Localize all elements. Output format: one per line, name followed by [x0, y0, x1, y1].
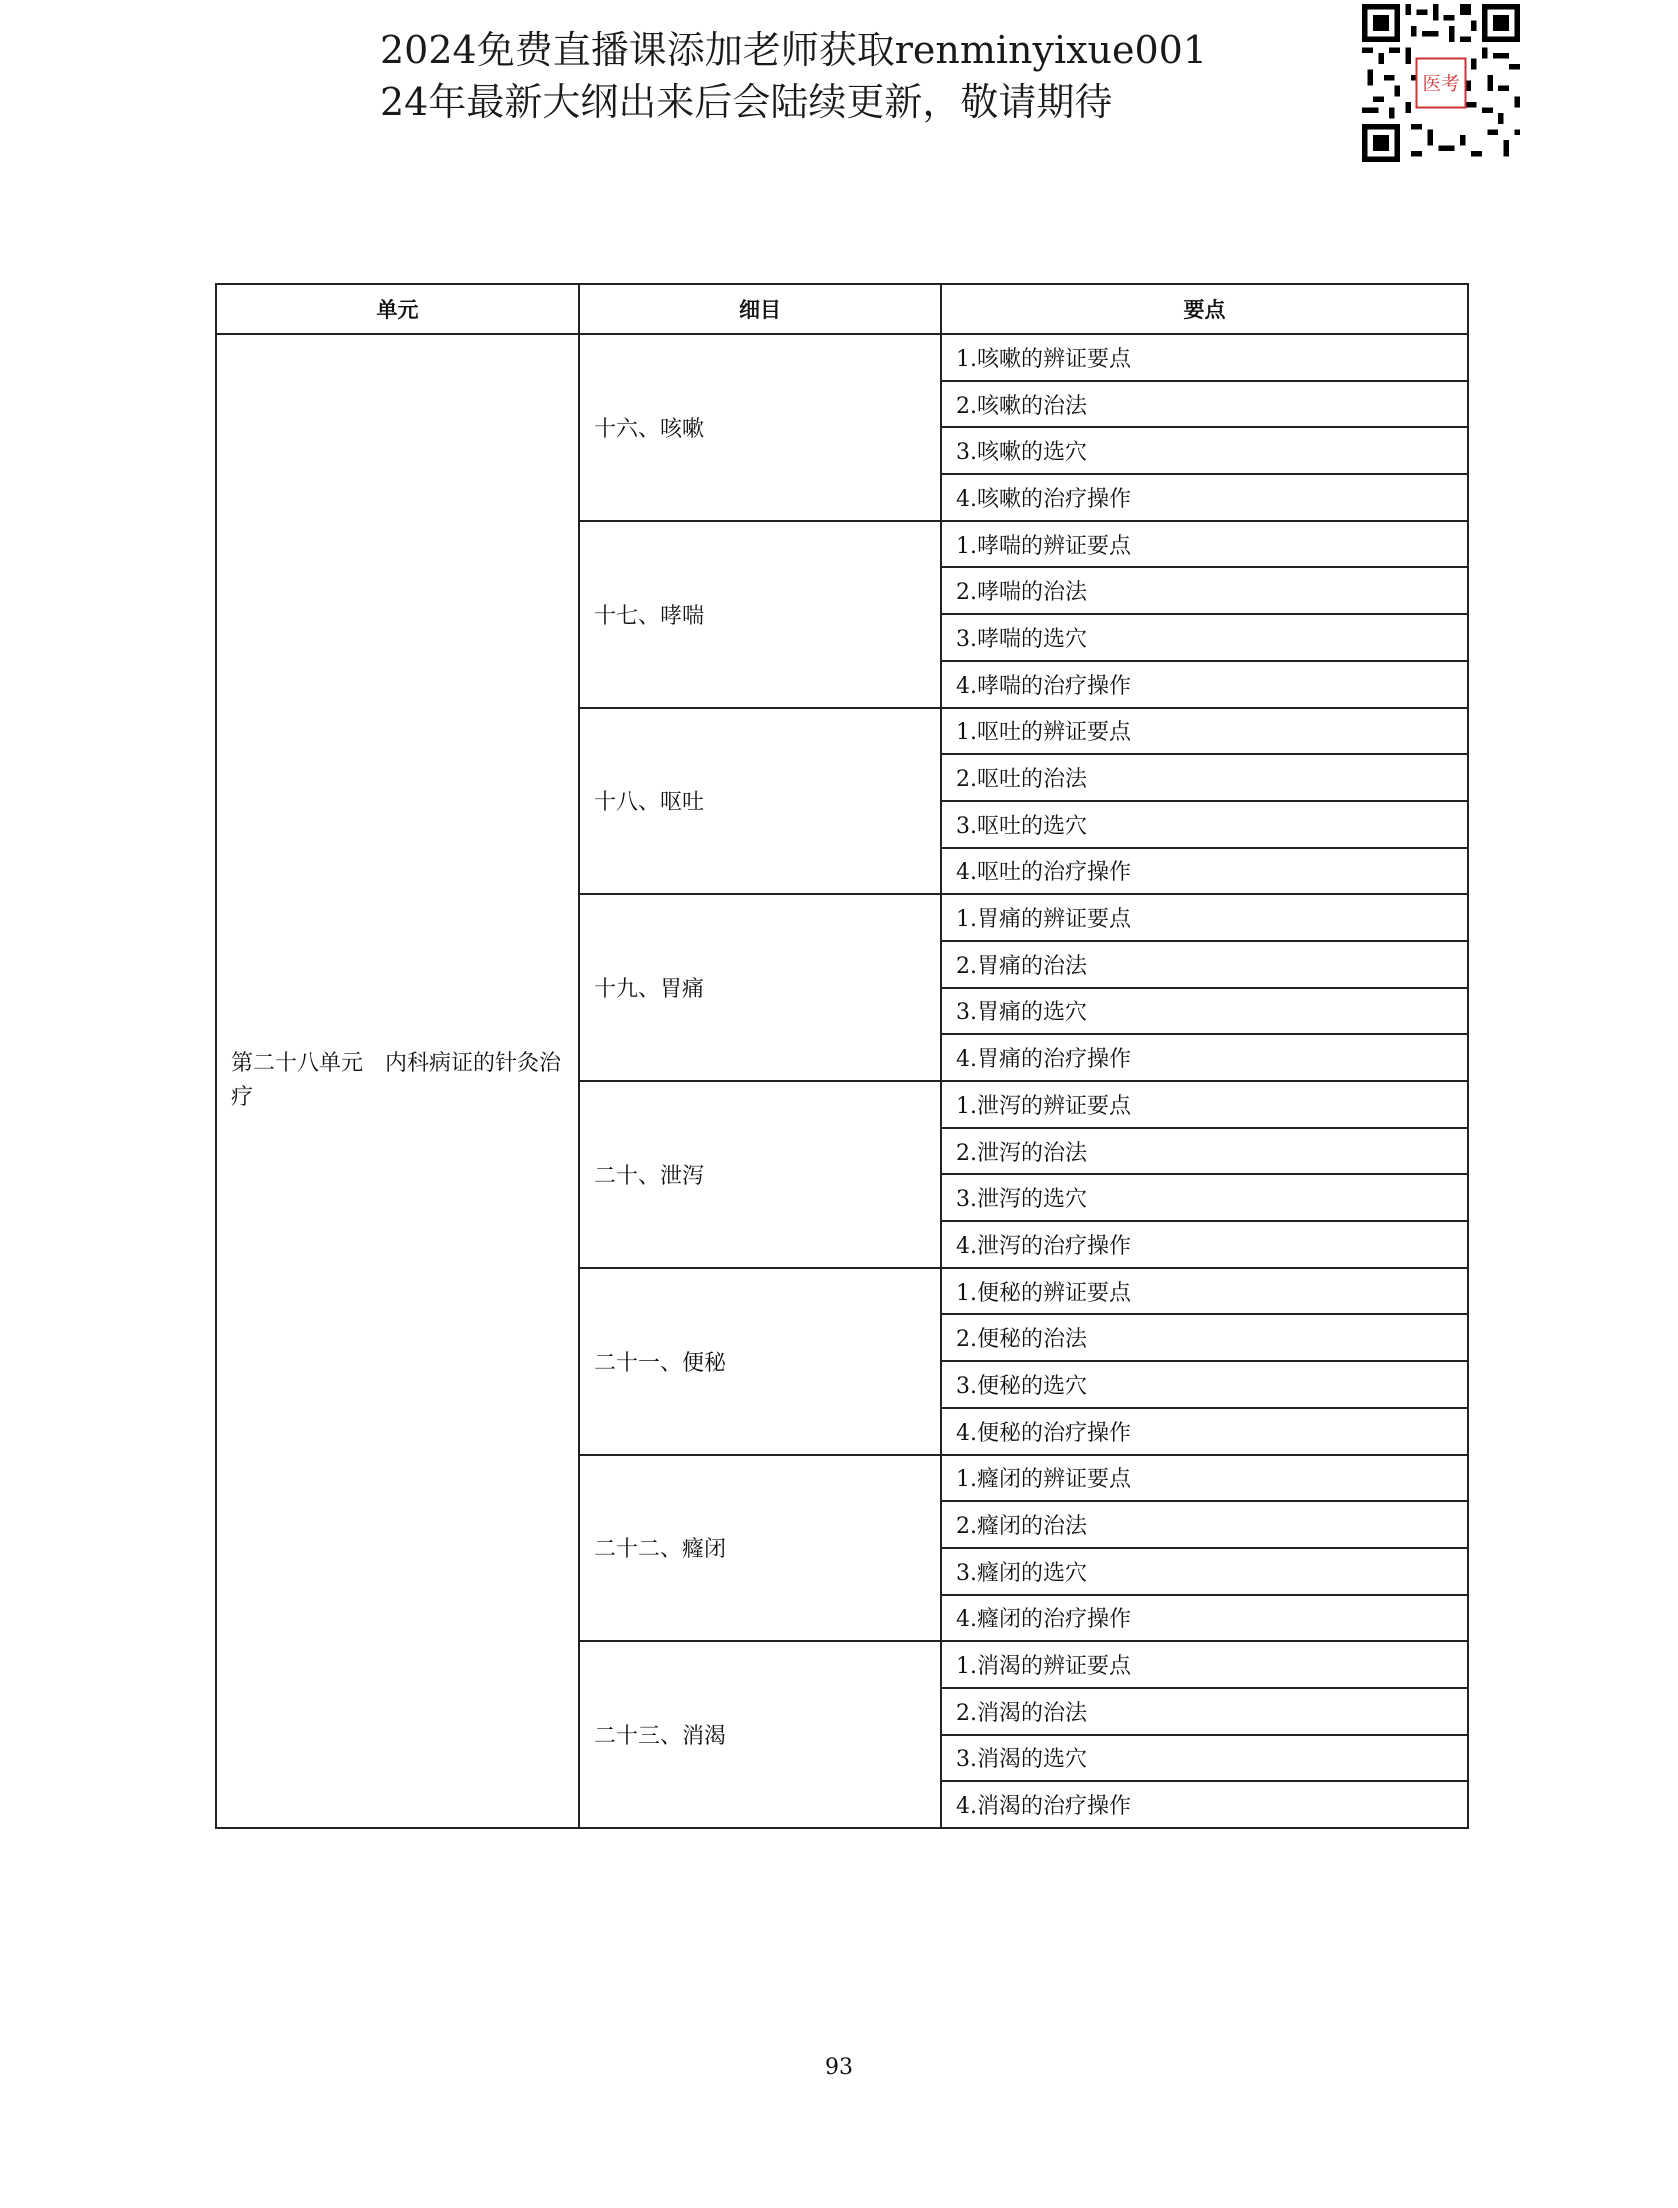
point-cell: 2.咳嗽的治法	[941, 381, 1468, 428]
point-cell: 4.消渴的治疗操作	[941, 1781, 1468, 1828]
item-cell: 二十一、便秘	[579, 1268, 941, 1455]
table-body	[216, 334, 1468, 1828]
point-cell: 1.呕吐的辨证要点	[941, 708, 1468, 755]
point-cell: 4.泄泻的治疗操作	[941, 1221, 1468, 1268]
point-cell: 3.消渴的选穴	[941, 1735, 1468, 1782]
point-cell: 2.哮喘的治法	[941, 567, 1468, 614]
qr-code-icon	[1362, 4, 1520, 162]
page-header	[380, 24, 1207, 128]
point-cell: 2.胃痛的治法	[941, 941, 1468, 988]
point-cell: 4.癃闭的治疗操作	[941, 1595, 1468, 1642]
point-cell: 3.胃痛的选穴	[941, 988, 1468, 1035]
point-cell: 3.呕吐的选穴	[941, 801, 1468, 848]
header-line-2: 24年最新大纲出来后会陆续更新，敬请期待	[380, 80, 1113, 124]
point-cell: 2.呕吐的治法	[941, 754, 1468, 801]
header-points: 要点	[941, 284, 1468, 334]
table-header-row	[216, 284, 1468, 334]
item-cell: 十八、呕吐	[579, 708, 941, 895]
header-line-1: 2024免费直播课添加老师获取renminyixue001	[380, 28, 1208, 72]
item-cell: 二十二、癃闭	[579, 1455, 941, 1642]
point-cell: 2.便秘的治法	[941, 1314, 1468, 1361]
table-row	[216, 334, 1468, 381]
point-cell: 1.消渴的辨证要点	[941, 1641, 1468, 1688]
point-cell: 4.哮喘的治疗操作	[941, 661, 1468, 708]
point-cell: 2.泄泻的治法	[941, 1128, 1468, 1175]
point-cell: 1.泄泻的辨证要点	[941, 1081, 1468, 1128]
unit-cell: 第二十八单元 内科病证的针灸治疗	[216, 334, 579, 1828]
qr-logo-text: 医考	[1422, 74, 1460, 96]
page-number: 93	[825, 2055, 853, 2080]
item-cell: 十七、哮喘	[579, 521, 941, 708]
header-item: 细目	[579, 284, 941, 334]
point-cell: 4.咳嗽的治疗操作	[941, 474, 1468, 521]
point-cell: 3.咳嗽的选穴	[941, 427, 1468, 474]
point-cell: 2.消渴的治法	[941, 1688, 1468, 1735]
item-cell: 十九、胃痛	[579, 894, 941, 1081]
point-cell: 4.便秘的治疗操作	[941, 1408, 1468, 1455]
point-cell: 1.癃闭的辨证要点	[941, 1455, 1468, 1502]
item-cell: 二十三、消渴	[579, 1641, 941, 1828]
point-cell: 3.泄泻的选穴	[941, 1174, 1468, 1221]
point-cell: 3.哮喘的选穴	[941, 614, 1468, 661]
syllabus-table	[215, 283, 1469, 1829]
header-unit: 单元	[216, 284, 579, 334]
point-cell: 4.呕吐的治疗操作	[941, 848, 1468, 895]
point-cell: 3.癃闭的选穴	[941, 1548, 1468, 1595]
point-cell: 1.便秘的辨证要点	[941, 1268, 1468, 1315]
point-cell: 1.胃痛的辨证要点	[941, 894, 1468, 941]
item-cell: 二十、泄泻	[579, 1081, 941, 1268]
point-cell: 2.癃闭的治法	[941, 1501, 1468, 1548]
point-cell: 3.便秘的选穴	[941, 1361, 1468, 1408]
point-cell: 1.哮喘的辨证要点	[941, 521, 1468, 568]
item-cell: 十六、咳嗽	[579, 334, 941, 521]
point-cell: 4.胃痛的治疗操作	[941, 1034, 1468, 1081]
point-cell: 1.咳嗽的辨证要点	[941, 334, 1468, 381]
